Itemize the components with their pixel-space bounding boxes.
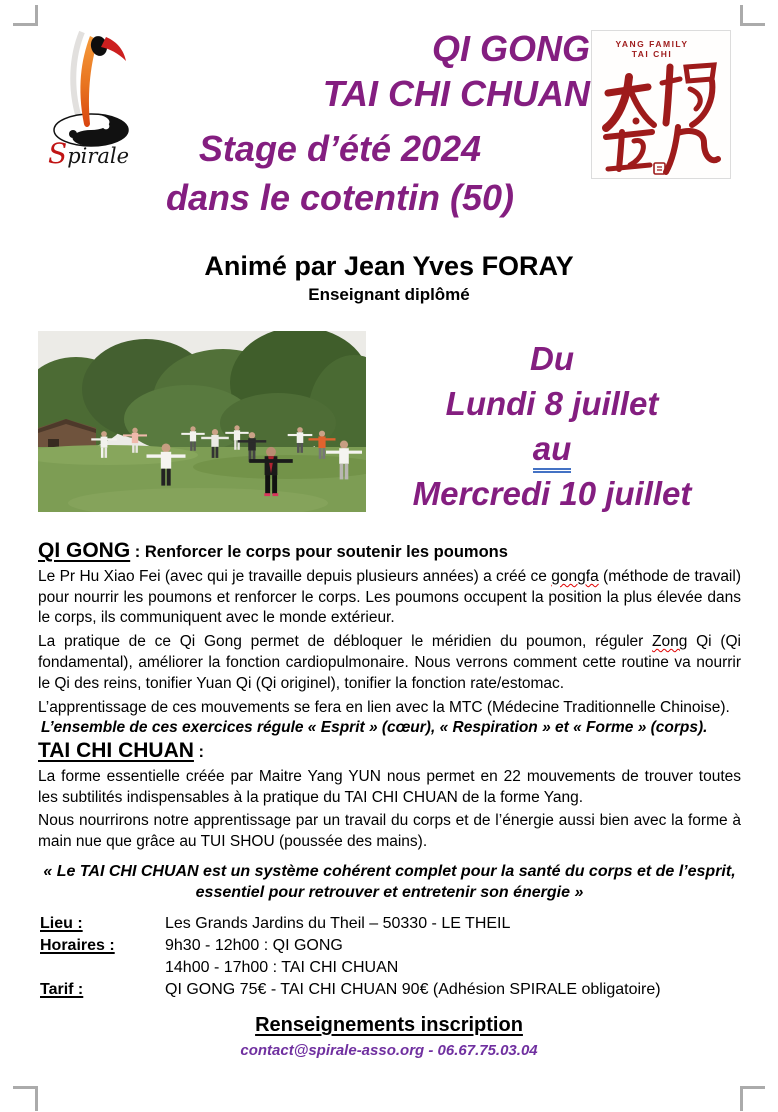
taichi-quote: « Le TAI CHI CHUAN est un système cohérent complet pour la santé du corps et de l’esprit, essentiel pour retrouver et entretenir son énergie » [43,863,736,901]
qigong-paragraph-1: Le Pr Hu Xiao Fei (avec qui je travaille depuis plusieurs années) a créé ce gongfa (méthode de travail) pour nourrir les poumons et renforcer le corps. Les poumons occupent la position la plus élevée dans le corps, ils communiquent avec le monde extérieur. [38,567,741,627]
dates-end: Mercredi 10 juillet [412,475,692,512]
horaires-value-2: 14h00 - 17h00 : TAI CHI CHUAN [165,959,399,976]
qigong-paragraph-4: L’ensemble de ces exercices régule « Esprit » (cœur), « Respiration » et « Forme » (corps). [41,719,708,737]
taichi-paragraph-2: Nous nourrirons notre apprentissage par un travail du corps et de l’énergie aussi bien avec la forme à main nue que grâce au TUI SHOU (poussée des mains). [38,812,741,851]
taichi-paragraph-1: La forme essentielle créée par Maitre Yang YUN nous permet en 22 mouvements de trouver toutes les subtilités indispensables à la pratique du TAI CHI CHUAN de la forme Yang. [38,767,741,806]
yang-logo-text-2: TAI CHI [631,49,673,59]
spirale-wordmark-rest: pirale [67,144,130,168]
margin-crop-mark-bottom-right [740,1086,765,1111]
taichi-heading-suffix: : [193,743,205,761]
subtitle-lieu: dans le cotentin (50) [165,177,515,218]
margin-crop-mark-bottom-left [13,1086,38,1111]
spirale-wordmark-s: S [48,137,68,168]
dates-du: Du [530,340,574,377]
class-photo [38,331,366,512]
animator-name: Animé par Jean Yves FORAY [204,251,574,281]
misspelled-word-gongfa: gongfa [551,567,599,585]
horaires-value-1: 9h30 - 12h00 : QI GONG [165,937,343,954]
lieu-label: Lieu : [40,915,83,932]
animator-block [0,250,778,306]
qigong-paragraph-2: La pratique de ce Qi Gong permet de débloquer le méridien du poumon, réguler Zong Qi (Qi fondamental), améliorer la fonction cardiopulmonaire. Nous verrons comment cette routine va nourrir le Qi des reins, tonifier Yuan Qi (Qi originel), tonifier la fonction rate/estomac. [38,633,741,692]
margin-crop-mark-top-left [13,5,38,26]
detail-row-horaires [40,935,750,957]
tarif-label: Tarif : [40,981,84,998]
lieu-value: Les Grands Jardins du Theil – 50330 - LE THEIL [165,915,511,932]
qigong-heading-title: QI GONG [38,539,131,562]
page-subtitle [118,124,562,222]
contact-line: contact@spirale-asso.org - 06.67.75.03.04 [240,1042,538,1059]
page-title [150,26,590,116]
registration-title: Renseignements inscription [255,1014,523,1036]
detail-row-lieu [40,913,750,935]
dates-block [366,336,738,516]
yang-calligraphy-icon [592,31,730,178]
animator-diploma: Enseignant diplômé [308,285,470,304]
misspelled-word-zong: Zong [652,633,688,651]
tarif-value: QI GONG 75€ - TAI CHI CHUAN 90€ (Adhésion SPIRALE obligatoire) [165,981,661,998]
section-taichi [38,741,741,853]
dates-au [366,426,738,471]
dates-au-underlined: au [533,430,572,473]
horaires-label: Horaires : [40,937,115,954]
detail-row-tarif [40,979,750,1001]
details-block [40,913,750,1001]
section-qigong [38,541,741,739]
title-line-taichi: TAI CHI CHUAN [322,73,590,114]
title-line-qigong: QI GONG [431,28,590,69]
detail-row-horaires-2 [40,957,750,979]
yang-family-tai-chi-logo [591,30,731,179]
qigong-paragraph-3: L’apprentissage de ces mouvements se fera en lien avec la MTC (Médecine Traditionnelle Chinoise). [38,698,730,716]
taichi-heading [38,741,741,764]
tai-chi-group-photo-image [38,331,366,512]
subtitle-stage: Stage d’été 2024 [198,128,482,169]
dates-start: Lundi 8 juillet [445,385,659,422]
yang-logo-text-1: YANG FAMILY [615,39,689,49]
qigong-heading [38,541,741,564]
margin-crop-mark-top-right [740,5,765,26]
taichi-heading-title: TAI CHI CHUAN [38,739,194,762]
qigong-heading-suffix: : Renforcer le corps pour soutenir les poumons [130,543,508,561]
